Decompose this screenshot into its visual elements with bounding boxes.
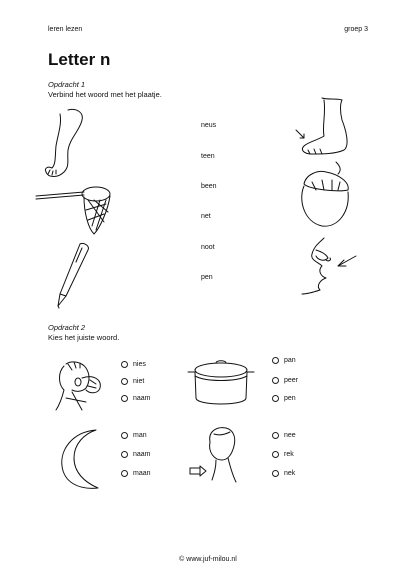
- task1-heading: Opdracht 1: [48, 80, 86, 89]
- footer-copyright: © www.juf-milou.nl: [179, 556, 237, 563]
- radio-circle[interactable]: [121, 378, 128, 385]
- option-pan[interactable]: pan: [272, 357, 296, 364]
- foot-toe-icon: [292, 96, 354, 160]
- option-nee[interactable]: nee: [272, 432, 296, 439]
- radio-circle[interactable]: [272, 377, 279, 384]
- radio-circle[interactable]: [121, 451, 128, 458]
- option-niet[interactable]: niet: [121, 378, 144, 385]
- option-rek[interactable]: rek: [272, 451, 294, 458]
- task2-instruction: Kies het juiste woord.: [48, 333, 120, 342]
- word-neus: neus: [201, 122, 217, 129]
- boy-yawning-icon: [46, 358, 108, 416]
- word-pen: pen: [201, 274, 213, 281]
- cooking-pot-icon: [186, 356, 256, 412]
- header-grade: groep 3: [344, 26, 368, 33]
- word-net: net: [201, 213, 211, 220]
- radio-circle[interactable]: [121, 395, 128, 402]
- radio-circle[interactable]: [121, 432, 128, 439]
- option-pen[interactable]: pen: [272, 395, 296, 402]
- radio-circle[interactable]: [121, 470, 128, 477]
- word-teen: teen: [201, 153, 215, 160]
- option-naam[interactable]: naam: [121, 395, 151, 402]
- leg-icon: [40, 108, 90, 180]
- option-man[interactable]: man: [121, 432, 147, 439]
- radio-circle[interactable]: [272, 451, 279, 458]
- nose-icon: [298, 236, 364, 300]
- option-nies[interactable]: nies: [121, 361, 146, 368]
- task2-heading: Opdracht 2: [48, 323, 86, 332]
- page-title: Letter n: [48, 50, 111, 69]
- neck-icon: [186, 424, 256, 488]
- task1-instruction: Verbind het woord met het plaatje.: [48, 90, 162, 99]
- option-maan[interactable]: maan: [121, 470, 151, 477]
- radio-circle[interactable]: [121, 361, 128, 368]
- pen-icon: [54, 240, 94, 312]
- option-peer[interactable]: peer: [272, 377, 298, 384]
- word-been: been: [201, 183, 217, 190]
- radio-circle[interactable]: [272, 395, 279, 402]
- header-subject: leren lezen: [48, 26, 83, 33]
- crescent-moon-icon: [52, 426, 102, 494]
- fishing-net-icon: [34, 182, 114, 238]
- radio-circle[interactable]: [272, 470, 279, 477]
- radio-circle[interactable]: [272, 432, 279, 439]
- acorn-nut-icon: [296, 160, 354, 230]
- radio-circle[interactable]: [272, 357, 279, 364]
- word-noot: noot: [201, 244, 215, 251]
- option-naam-2[interactable]: naam: [121, 451, 151, 458]
- option-nek[interactable]: nek: [272, 470, 295, 477]
